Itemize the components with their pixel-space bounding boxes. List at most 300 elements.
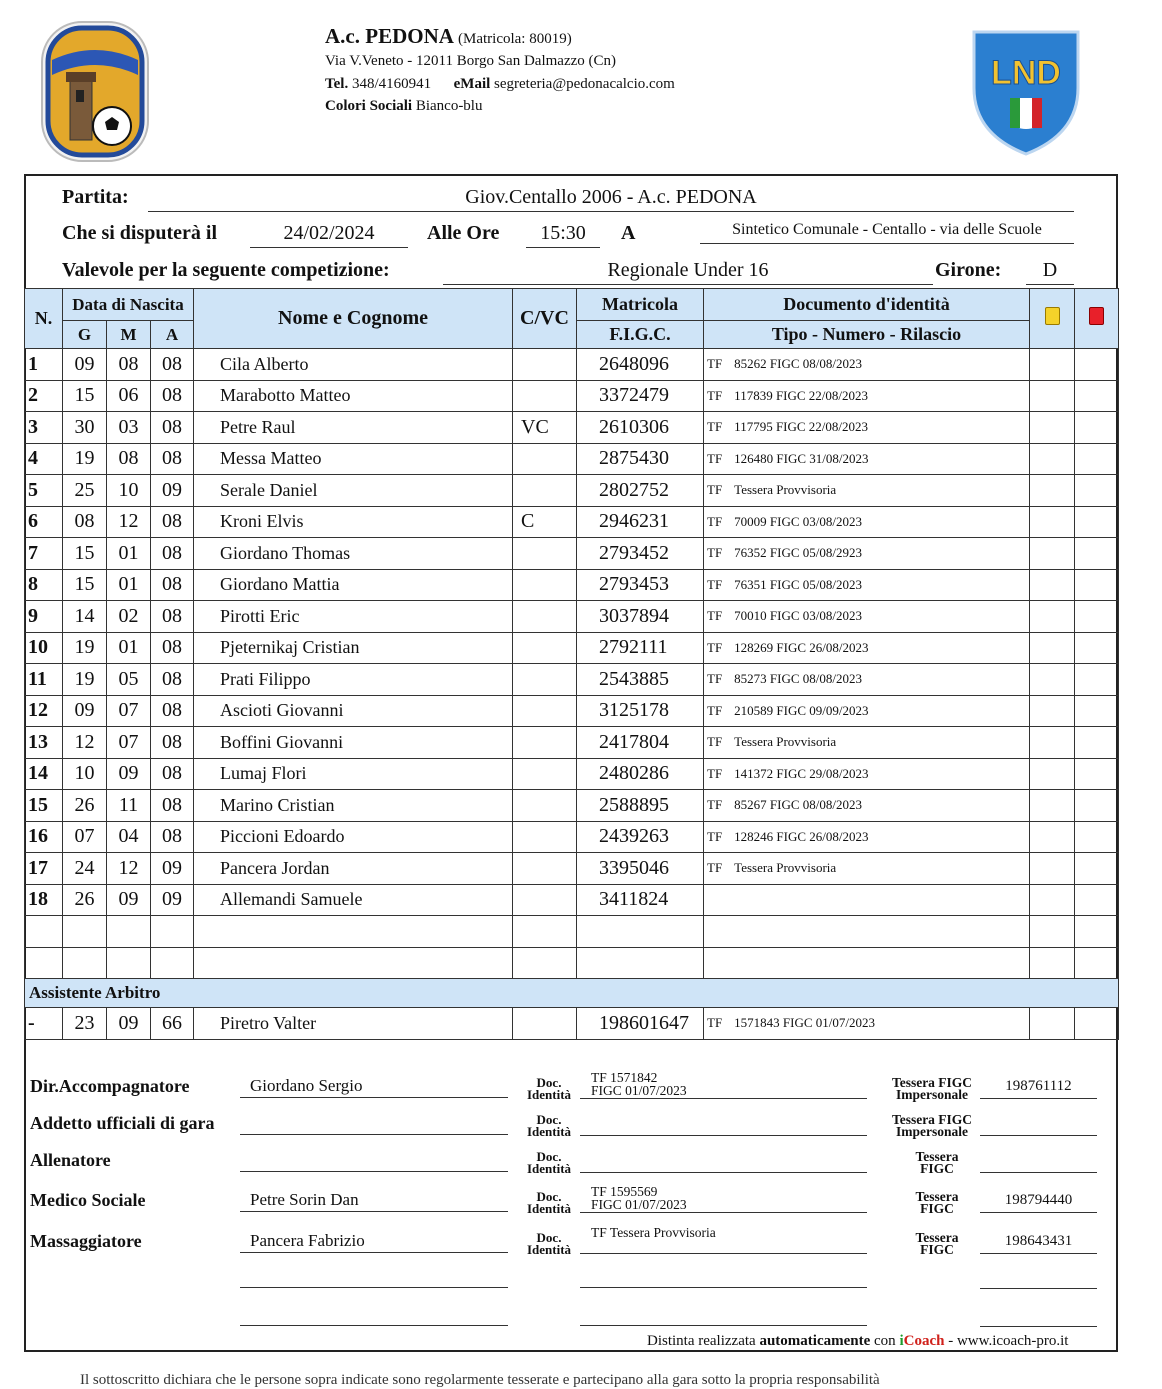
tessera-label [885, 1232, 989, 1256]
assistant-rows [25, 1008, 1119, 1040]
captain-mark [513, 916, 577, 948]
red-card-cell [1075, 349, 1119, 381]
yellow-card-cell [1030, 380, 1075, 412]
captain-mark: C [513, 506, 577, 538]
tessera-label-line1: Tessera [915, 1149, 959, 1164]
staff-doc-line2: FIGC 01/07/2023 [591, 1083, 687, 1098]
tessera-label-line1: Tessera FIGC [891, 1112, 973, 1127]
date-label: Che si disputerà il [62, 222, 218, 244]
doc-type: TF [707, 765, 723, 781]
tessera-label [880, 1114, 984, 1138]
doc-details: 126480 FIGC 31/08/2023 [734, 450, 869, 466]
player-row [25, 601, 1119, 633]
doc-details: 141372 FIGC 29/08/2023 [734, 765, 869, 781]
red-card-cell [1075, 664, 1119, 696]
staff-doc-line1: TF 1595569 [591, 1184, 658, 1199]
doc-details: 117839 FIGC 22/08/2023 [734, 387, 869, 403]
doc-identity-label [518, 1191, 580, 1215]
yellow-card-cell [1030, 947, 1075, 979]
player-number: 5 [25, 475, 63, 507]
identity-document [704, 758, 1030, 790]
figc-matricola: 3037894 [577, 601, 704, 633]
identity-document [704, 664, 1030, 696]
yellow-card-cell [1030, 569, 1075, 601]
figc-matricola [577, 947, 704, 979]
birth-month: 06 [107, 380, 151, 412]
birth-day: 24 [63, 853, 107, 885]
header-doc-sub: Tipo - Numero - Rilascio [704, 321, 1030, 349]
place-value: Sintetico Comunale - Centallo - via delle Scuole [700, 216, 1074, 244]
yellow-card-cell [1030, 758, 1075, 790]
doc-identity-label [518, 1114, 580, 1138]
captain-mark [513, 884, 577, 916]
figc-matricola: 2792111 [577, 632, 704, 664]
captain-mark [513, 601, 577, 633]
birth-day: 19 [63, 632, 107, 664]
player-name: Giordano Mattia [194, 569, 513, 601]
identity-document [704, 475, 1030, 507]
figc-matricola: 2793453 [577, 569, 704, 601]
birth-year: 08 [151, 412, 194, 444]
player-name: Pirotti Eric [194, 601, 513, 633]
yellow-card-cell [1030, 475, 1075, 507]
doc-details: 85273 FIGC 08/08/2023 [734, 671, 863, 687]
player-name: Kroni Elvis [194, 506, 513, 538]
doc-label: Doc. [536, 1189, 562, 1204]
captain-mark [513, 664, 577, 696]
player-number: 10 [25, 632, 63, 664]
header-g: G [63, 321, 107, 349]
figc-matricola: 2588895 [577, 790, 704, 822]
staff-role: Medico Sociale [30, 1190, 146, 1210]
blank-line [580, 1266, 867, 1288]
staff-name: Giordano Sergio [240, 1076, 508, 1098]
doc-details: 70009 FIGC 03/08/2023 [734, 513, 863, 529]
captain-mark [513, 727, 577, 759]
red-card-cell [1075, 884, 1119, 916]
player-row [25, 443, 1119, 475]
red-card-cell [1075, 1008, 1119, 1040]
declaration-text: Il sottoscritto dichiara che le persone sopra indicate sono regolarmente tesserate e partecipano alla gara sotto la propria responsabilità [80, 1372, 880, 1388]
doc-details: 128246 FIGC 26/08/2023 [734, 828, 869, 844]
header-cvc: C/VC [513, 289, 577, 349]
staff-tessera: 198761112 [980, 1078, 1097, 1099]
club-tel: 348/4160941 [351, 76, 432, 92]
identity-document [704, 853, 1030, 885]
birth-year: 08 [151, 727, 194, 759]
time-value: 15:30 [526, 220, 600, 248]
player-name: Lumaj Flori [194, 758, 513, 790]
birth-year: 09 [151, 884, 194, 916]
player-number [25, 947, 63, 979]
figc-matricola: 3411824 [577, 884, 704, 916]
red-card-cell [1075, 695, 1119, 727]
birth-day: 12 [63, 727, 107, 759]
players-table [24, 288, 1119, 1040]
figc-matricola: 2648096 [577, 349, 704, 381]
figc-matricola: 2610306 [577, 412, 704, 444]
player-name: Ascioti Giovanni [194, 695, 513, 727]
identity-label: Identità [526, 1201, 572, 1216]
player-name: Prati Filippo [194, 664, 513, 696]
player-name: Giordano Thomas [194, 538, 513, 570]
identity-document [704, 947, 1030, 979]
player-number: 9 [25, 601, 63, 633]
birth-day: 15 [63, 538, 107, 570]
birth-day: 15 [63, 380, 107, 412]
player-name [194, 916, 513, 948]
staff-tessera: 198643431 [980, 1233, 1097, 1254]
birth-year: 09 [151, 853, 194, 885]
partita-value: Giov.Centallo 2006 - A.c. PEDONA [148, 184, 1074, 212]
birth-month: 07 [107, 727, 151, 759]
time-label: Alle Ore [427, 222, 500, 244]
birth-year: 08 [151, 601, 194, 633]
captain-mark [513, 632, 577, 664]
yellow-card-cell [1030, 695, 1075, 727]
tessera-label [880, 1077, 984, 1101]
blank-line [980, 1268, 1097, 1289]
player-number: 18 [25, 884, 63, 916]
figc-matricola [577, 916, 704, 948]
doc-type: TF [707, 608, 723, 624]
doc-label: Doc. [536, 1075, 562, 1090]
competition-value: Regionale Under 16 [443, 257, 933, 285]
doc-identity-label [518, 1151, 580, 1175]
birth-day: 19 [63, 443, 107, 475]
birth-month [107, 916, 151, 948]
player-name: Piccioni Edoardo [194, 821, 513, 853]
club-contacts: Tel. 348/4160941 eMail segreteria@pedonacalcio.com [325, 76, 675, 92]
doc-type: TF [707, 797, 723, 813]
red-card-icon [1089, 307, 1104, 325]
player-rows [25, 349, 1119, 979]
doc-type: TF [707, 419, 723, 435]
blank-line [240, 1266, 508, 1288]
birth-day [63, 947, 107, 979]
staff-role: Dir.Accompagnatore [30, 1076, 190, 1096]
staff-document [580, 1071, 867, 1099]
red-card-cell [1075, 821, 1119, 853]
staff-role: Massaggiatore [30, 1231, 142, 1251]
identity-document [704, 727, 1030, 759]
player-number: 3 [25, 412, 63, 444]
player-name: Marino Cristian [194, 790, 513, 822]
identity-document [704, 790, 1030, 822]
birth-year: 08 [151, 790, 194, 822]
header-doc: Documento d'identità [704, 289, 1030, 321]
red-card-cell [1075, 916, 1119, 948]
doc-details: 76352 FIGC 05/08/2923 [734, 545, 863, 561]
red-card-cell [1075, 632, 1119, 664]
yellow-card-icon [1045, 307, 1060, 325]
captain-mark [513, 947, 577, 979]
yellow-card-cell [1030, 821, 1075, 853]
birth-year: 08 [151, 506, 194, 538]
header-num: N. [25, 289, 63, 349]
header-figc: F.I.G.C. [577, 321, 704, 349]
figc-matricola: 2543885 [577, 664, 704, 696]
doc-type: TF [707, 545, 723, 561]
doc-type: TF [707, 513, 723, 529]
girone-label: Girone: [935, 259, 1002, 281]
player-name: Cila Alberto [194, 349, 513, 381]
red-card-cell [1075, 475, 1119, 507]
identity-label: Identità [526, 1124, 572, 1139]
player-number: - [25, 1008, 63, 1040]
player-name: Pjeternikaj Cristian [194, 632, 513, 664]
doc-details: 76351 FIGC 05/08/2023 [734, 576, 863, 592]
identity-document [704, 916, 1030, 948]
player-number: 1 [25, 349, 63, 381]
captain-mark [513, 790, 577, 822]
player-name: Marabotto Matteo [194, 380, 513, 412]
red-card-cell [1075, 506, 1119, 538]
birth-year: 08 [151, 632, 194, 664]
doc-label: Doc. [536, 1149, 562, 1164]
header-birth: Data di Nascita [63, 289, 194, 321]
birth-day: 08 [63, 506, 107, 538]
birth-day: 10 [63, 758, 107, 790]
player-name: Allemandi Samuele [194, 884, 513, 916]
header-yellow-card [1030, 289, 1075, 349]
birth-month: 10 [107, 475, 151, 507]
birth-month: 09 [107, 1008, 151, 1040]
yellow-card-cell [1030, 601, 1075, 633]
birth-year: 66 [151, 1008, 194, 1040]
doc-type: TF [707, 671, 723, 687]
red-card-cell [1075, 853, 1119, 885]
staff-tessera [980, 1152, 1097, 1173]
player-name: Petre Raul [194, 412, 513, 444]
birth-month: 09 [107, 758, 151, 790]
player-row [25, 821, 1119, 853]
club-colors: Colori Sociali Bianco-blu [325, 98, 483, 114]
birth-month: 01 [107, 632, 151, 664]
birth-month: 01 [107, 538, 151, 570]
figc-matricola: 2417804 [577, 727, 704, 759]
staff-document [580, 1145, 867, 1173]
figc-matricola: 2946231 [577, 506, 704, 538]
doc-details: 210589 FIGC 09/09/2023 [734, 702, 869, 718]
doc-type: TF [707, 702, 723, 718]
red-card-cell [1075, 947, 1119, 979]
doc-type: TF [707, 639, 723, 655]
staff-document [580, 1226, 867, 1254]
assistant-label: Assistente Arbitro [25, 979, 1119, 1008]
birth-month: 11 [107, 790, 151, 822]
staff-document [580, 1108, 867, 1136]
date-value: 24/02/2024 [250, 220, 408, 248]
captain-mark [513, 349, 577, 381]
player-row [25, 538, 1119, 570]
identity-document [704, 632, 1030, 664]
header-red-card [1075, 289, 1119, 349]
staff-tessera: 198794440 [980, 1192, 1097, 1213]
yellow-card-cell [1030, 632, 1075, 664]
birth-month: 01 [107, 569, 151, 601]
captain-mark [513, 538, 577, 570]
staff-name: Pancera Fabrizio [240, 1231, 508, 1253]
doc-type: TF [707, 356, 723, 372]
blank-line [580, 1304, 867, 1326]
birth-month: 07 [107, 695, 151, 727]
player-row [25, 790, 1119, 822]
birth-month: 02 [107, 601, 151, 633]
captain-mark [513, 380, 577, 412]
yellow-card-cell [1030, 727, 1075, 759]
tessera-label-line1: Tessera [915, 1230, 959, 1245]
identity-document [704, 506, 1030, 538]
tessera-label-line2: FIGC [920, 1242, 954, 1257]
doc-details: 85262 FIGC 08/08/2023 [734, 356, 863, 372]
birth-day [63, 916, 107, 948]
identity-document [704, 380, 1030, 412]
captain-mark [513, 695, 577, 727]
identity-document [704, 1008, 1030, 1040]
figc-matricola: 2480286 [577, 758, 704, 790]
birth-day: 14 [63, 601, 107, 633]
figc-matricola: 3395046 [577, 853, 704, 885]
identity-document [704, 349, 1030, 381]
captain-mark [513, 475, 577, 507]
identity-label: Identità [526, 1242, 572, 1257]
doc-identity-label [518, 1077, 580, 1101]
tessera-label-line1: Tessera [915, 1189, 959, 1204]
header-name: Nome e Cognome [194, 289, 513, 349]
red-card-cell [1075, 758, 1119, 790]
red-card-cell [1075, 601, 1119, 633]
red-card-cell [1075, 443, 1119, 475]
birth-day: 25 [63, 475, 107, 507]
player-number: 11 [25, 664, 63, 696]
player-row [25, 695, 1119, 727]
assistant-row [25, 1008, 1119, 1040]
yellow-card-cell [1030, 506, 1075, 538]
birth-month: 08 [107, 443, 151, 475]
player-number: 6 [25, 506, 63, 538]
player-name: Boffini Giovanni [194, 727, 513, 759]
club-address: Via V.Veneto - 12011 Borgo San Dalmazzo (Cn) [325, 53, 616, 69]
birth-month [107, 947, 151, 979]
staff-name: Petre Sorin Dan [240, 1190, 508, 1212]
player-name: Pancera Jordan [194, 853, 513, 885]
identity-document [704, 821, 1030, 853]
captain-mark [513, 569, 577, 601]
player-number: 17 [25, 853, 63, 885]
yellow-card-cell [1030, 412, 1075, 444]
player-name: Serale Daniel [194, 475, 513, 507]
birth-year: 09 [151, 475, 194, 507]
red-card-cell [1075, 538, 1119, 570]
birth-year: 08 [151, 758, 194, 790]
identity-document [704, 695, 1030, 727]
birth-day: 15 [63, 569, 107, 601]
footer-credit: Distinta realizzata automaticamente con iCoach - www.icoach-pro.it [647, 1333, 1069, 1349]
header-a: A [151, 321, 194, 349]
girone-value: D [1026, 257, 1074, 285]
doc-label: Doc. [536, 1230, 562, 1245]
captain-mark [513, 758, 577, 790]
staff-doc-line1: TF 1571842 [591, 1070, 658, 1085]
staff-doc-line1: TF Tessera Provvisoria [591, 1225, 716, 1240]
club-matricola: (Matricola: 80019) [458, 31, 572, 47]
doc-type: TF [707, 387, 723, 403]
player-row [25, 412, 1119, 444]
identity-document [704, 601, 1030, 633]
birth-year: 08 [151, 664, 194, 696]
doc-type: TF [707, 1015, 723, 1031]
birth-day: 09 [63, 695, 107, 727]
competition-label: Valevole per la seguente competizione: [62, 259, 390, 281]
birth-day: 30 [63, 412, 107, 444]
figc-matricola: 198601647 [577, 1008, 704, 1040]
player-row [25, 506, 1119, 538]
header-m: M [107, 321, 151, 349]
identity-document [704, 538, 1030, 570]
player-name: Piretro Valter [194, 1008, 513, 1040]
player-number [25, 916, 63, 948]
birth-month: 03 [107, 412, 151, 444]
yellow-card-cell [1030, 884, 1075, 916]
assistant-header-row [25, 979, 1119, 1008]
birth-month: 12 [107, 506, 151, 538]
birth-month: 09 [107, 884, 151, 916]
red-card-cell [1075, 569, 1119, 601]
tessera-label-line2: Impersonale [896, 1124, 968, 1139]
staff-doc-line2: FIGC 01/07/2023 [591, 1197, 687, 1212]
birth-day: 26 [63, 790, 107, 822]
doc-type: TF [707, 860, 723, 876]
birth-year: 08 [151, 380, 194, 412]
doc-details: 117795 FIGC 22/08/2023 [734, 419, 869, 435]
identity-document [704, 569, 1030, 601]
figc-matricola: 3372479 [577, 380, 704, 412]
figc-matricola: 2439263 [577, 821, 704, 853]
doc-identity-label [518, 1232, 580, 1256]
figc-matricola: 3125178 [577, 695, 704, 727]
icoach-brand-coach: Coach [903, 1333, 945, 1349]
birth-day: 26 [63, 884, 107, 916]
player-number: 16 [25, 821, 63, 853]
player-number: 8 [25, 569, 63, 601]
birth-month: 04 [107, 821, 151, 853]
doc-type: TF [707, 576, 723, 592]
lnd-logo [968, 26, 1084, 156]
club-email[interactable]: segreteria@pedonacalcio.com [494, 76, 675, 92]
svg-text:LND: LND [991, 54, 1061, 92]
doc-type: TF [707, 734, 723, 750]
figc-matricola: 2875430 [577, 443, 704, 475]
place-label: A [621, 222, 636, 244]
staff-role: Addetto ufficiali di gara [30, 1113, 215, 1133]
tessera-label-line2: FIGC [920, 1201, 954, 1216]
doc-type: TF [707, 450, 723, 466]
identity-label: Identità [526, 1161, 572, 1176]
figc-matricola: 2793452 [577, 538, 704, 570]
tessera-label-line1: Tessera FIGC [891, 1075, 973, 1090]
player-row [25, 475, 1119, 507]
birth-day: 07 [63, 821, 107, 853]
tessera-label [885, 1191, 989, 1215]
player-row [25, 758, 1119, 790]
player-number: 4 [25, 443, 63, 475]
tessera-label-line2: FIGC [920, 1161, 954, 1176]
player-row [25, 727, 1119, 759]
staff-role: Allenatore [30, 1150, 111, 1170]
birth-day: 09 [63, 349, 107, 381]
player-number: 14 [25, 758, 63, 790]
